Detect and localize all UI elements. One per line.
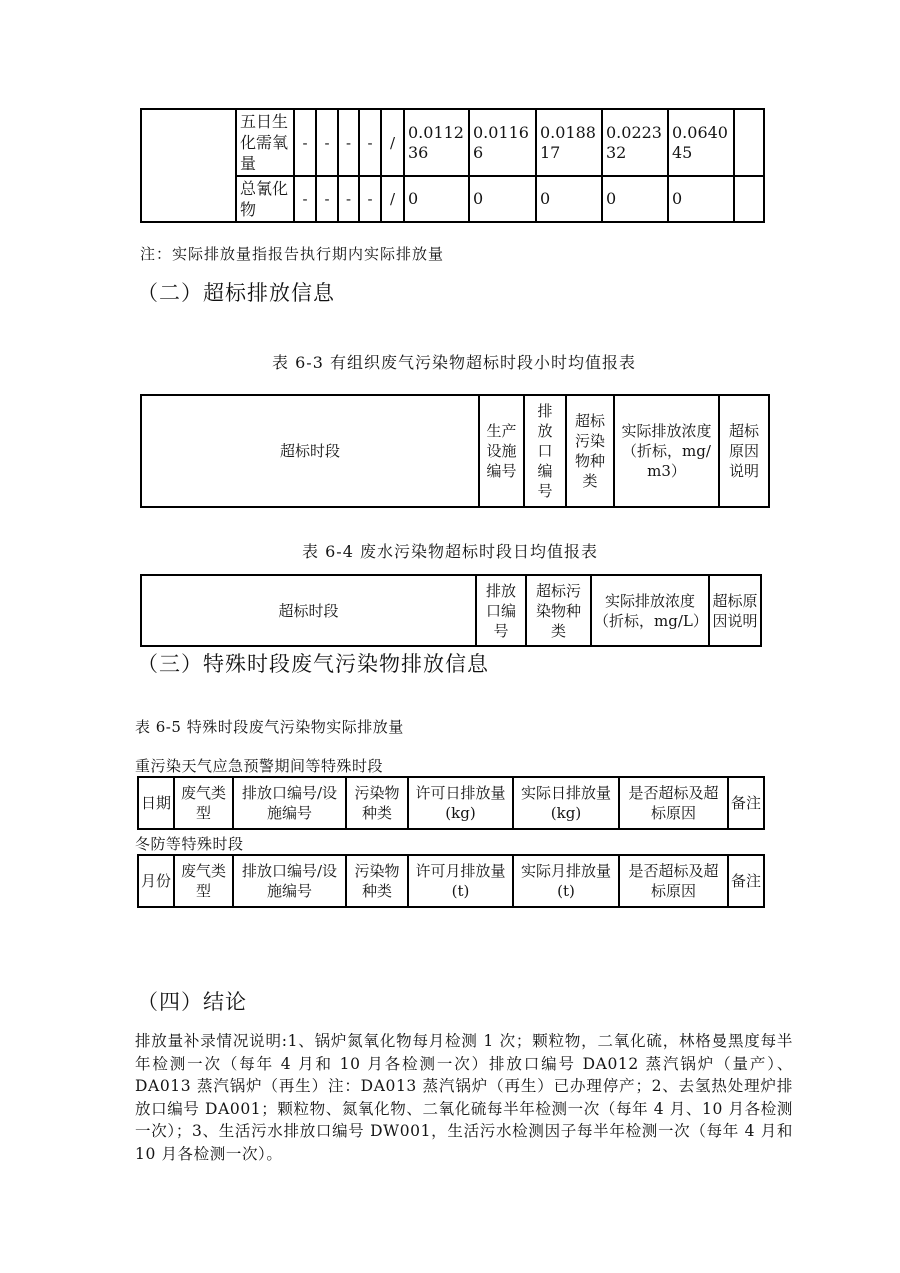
table-6-5-title: 表 6-5 特殊时段废气污染物实际排放量: [135, 718, 404, 736]
header-cell-date: 日期: [138, 777, 174, 829]
table-6-4-wastewater-exceedance: [140, 574, 762, 647]
header-cell-exceed-reason: 超标原因说明: [709, 575, 761, 646]
dash-cell: -: [338, 176, 359, 222]
value-cell: 0: [536, 176, 602, 222]
conclusion-paragraph: 排放量补录情况说明:1、锅炉氮氧化物每月检测 1 次；颗粒物，二氧化硫，林格曼黑度每半年检测一次（每年 4 月和 10 月各检测一次）排放口编号 DA012 蒸汽锅炉（量产）、DA013 蒸汽锅炉（再生）注：DA013 蒸汽锅炉（再生）已办理停产；2、去氢热处理炉排放口编号 DA001；颗粒物、氮氧化物、二氧化硫每半年检测一次（每年 4 月、10 月各检测一次）；3、生活污水排放口编号 DW001，生活污水检测因子每半年检测一次（每年 4 月和 10 月各检测一次）。: [135, 1032, 793, 1163]
header-cell-gas-type: 废气类型: [174, 855, 233, 907]
slash-cell: /: [381, 109, 404, 176]
header-cell-pollutant-type: 污染物种类: [346, 777, 408, 829]
winter-period-label: 冬防等特殊时段: [135, 835, 244, 853]
header-cell-exceed-reason: 超标原因说明: [719, 395, 769, 507]
header-cell-actual-concentration: 实际排放浓度（折标，mg/m3）: [614, 395, 719, 507]
empty-cell: [734, 109, 764, 176]
note-text: 注：实际排放量指报告执行期内实际排放量: [140, 245, 445, 263]
header-row: [138, 777, 764, 829]
header-cell-remarks: 备注: [728, 777, 764, 829]
header-row: [141, 575, 761, 646]
table-6-4-title: 表 6-4 废水污染物超标时段日均值报表: [302, 542, 598, 561]
pollutant-name-cell: 总氰化物: [236, 176, 294, 222]
section-2-heading: （二）超标排放信息: [137, 281, 335, 305]
header-cell-outlet-facility-id: 排放口编号/设施编号: [233, 855, 346, 907]
table-row-bod5: [141, 109, 764, 176]
table-6-3-gas-exceedance: [140, 394, 770, 508]
value-cell: 0: [404, 176, 469, 222]
merged-empty-cell: [141, 109, 236, 222]
header-row: [141, 395, 769, 507]
header-cell-actual-monthly: 实际月排放量(t): [513, 855, 619, 907]
pollutant-name-cell: 五日生化需氧量: [236, 109, 294, 176]
header-row: [138, 855, 764, 907]
dash-cell: -: [316, 176, 338, 222]
header-cell-gas-type: 废气类型: [174, 777, 233, 829]
header-cell-outlet-id: 排放口编号: [524, 395, 566, 507]
header-cell-month: 月份: [138, 855, 174, 907]
header-cell-permitted-daily: 许可日排放量(kg): [408, 777, 513, 829]
header-cell-exceed-reason: 是否超标及超标原因: [619, 855, 728, 907]
table-heavy-pollution-period: [137, 776, 765, 830]
header-cell-pollutant-type: 超标污染物种类: [526, 575, 591, 646]
value-cell: 0: [469, 176, 536, 222]
value-cell: 0.022332: [602, 109, 668, 176]
actual-emissions-table: [140, 108, 765, 223]
header-cell-facility-id: 生产设施编号: [479, 395, 524, 507]
header-cell-outlet-facility-id: 排放口编号/设施编号: [233, 777, 346, 829]
header-cell-exceed-reason: 是否超标及超标原因: [619, 777, 728, 829]
table-winter-period: [137, 854, 765, 908]
header-cell-pollutant-type: 超标污染物种类: [566, 395, 614, 507]
header-cell-remarks: 备注: [728, 855, 764, 907]
table-6-3-title: 表 6-3 有组织废气污染物超标时段小时均值报表: [272, 353, 636, 372]
header-cell-permitted-monthly: 许可月排放量(t): [408, 855, 513, 907]
section-4-heading: （四）结论: [137, 990, 247, 1014]
header-cell-actual-daily: 实际日排放量(kg): [513, 777, 619, 829]
dash-cell: -: [294, 109, 316, 176]
header-cell-actual-concentration: 实际排放浓度（折标，mg/L）: [591, 575, 709, 646]
dash-cell: -: [338, 109, 359, 176]
header-cell-outlet-id: 排放口编号: [476, 575, 526, 646]
value-cell: 0: [668, 176, 734, 222]
dash-cell: -: [316, 109, 338, 176]
dash-cell: -: [359, 176, 381, 222]
heavy-pollution-period-label: 重污染天气应急预警期间等特殊时段: [135, 757, 384, 775]
section-3-heading: （三）特殊时段废气污染物排放信息: [137, 652, 489, 676]
value-cell: 0.064045: [668, 109, 734, 176]
dash-cell: -: [359, 109, 381, 176]
value-cell: 0.01166: [469, 109, 536, 176]
value-cell: 0: [602, 176, 668, 222]
header-cell-exceed-period: 超标时段: [141, 395, 479, 507]
dash-cell: -: [294, 176, 316, 222]
slash-cell: /: [381, 176, 404, 222]
empty-cell: [734, 176, 764, 222]
value-cell: 0.011236: [404, 109, 469, 176]
header-cell-exceed-period: 超标时段: [141, 575, 476, 646]
value-cell: 0.018817: [536, 109, 602, 176]
header-cell-pollutant-type: 污染物种类: [346, 855, 408, 907]
